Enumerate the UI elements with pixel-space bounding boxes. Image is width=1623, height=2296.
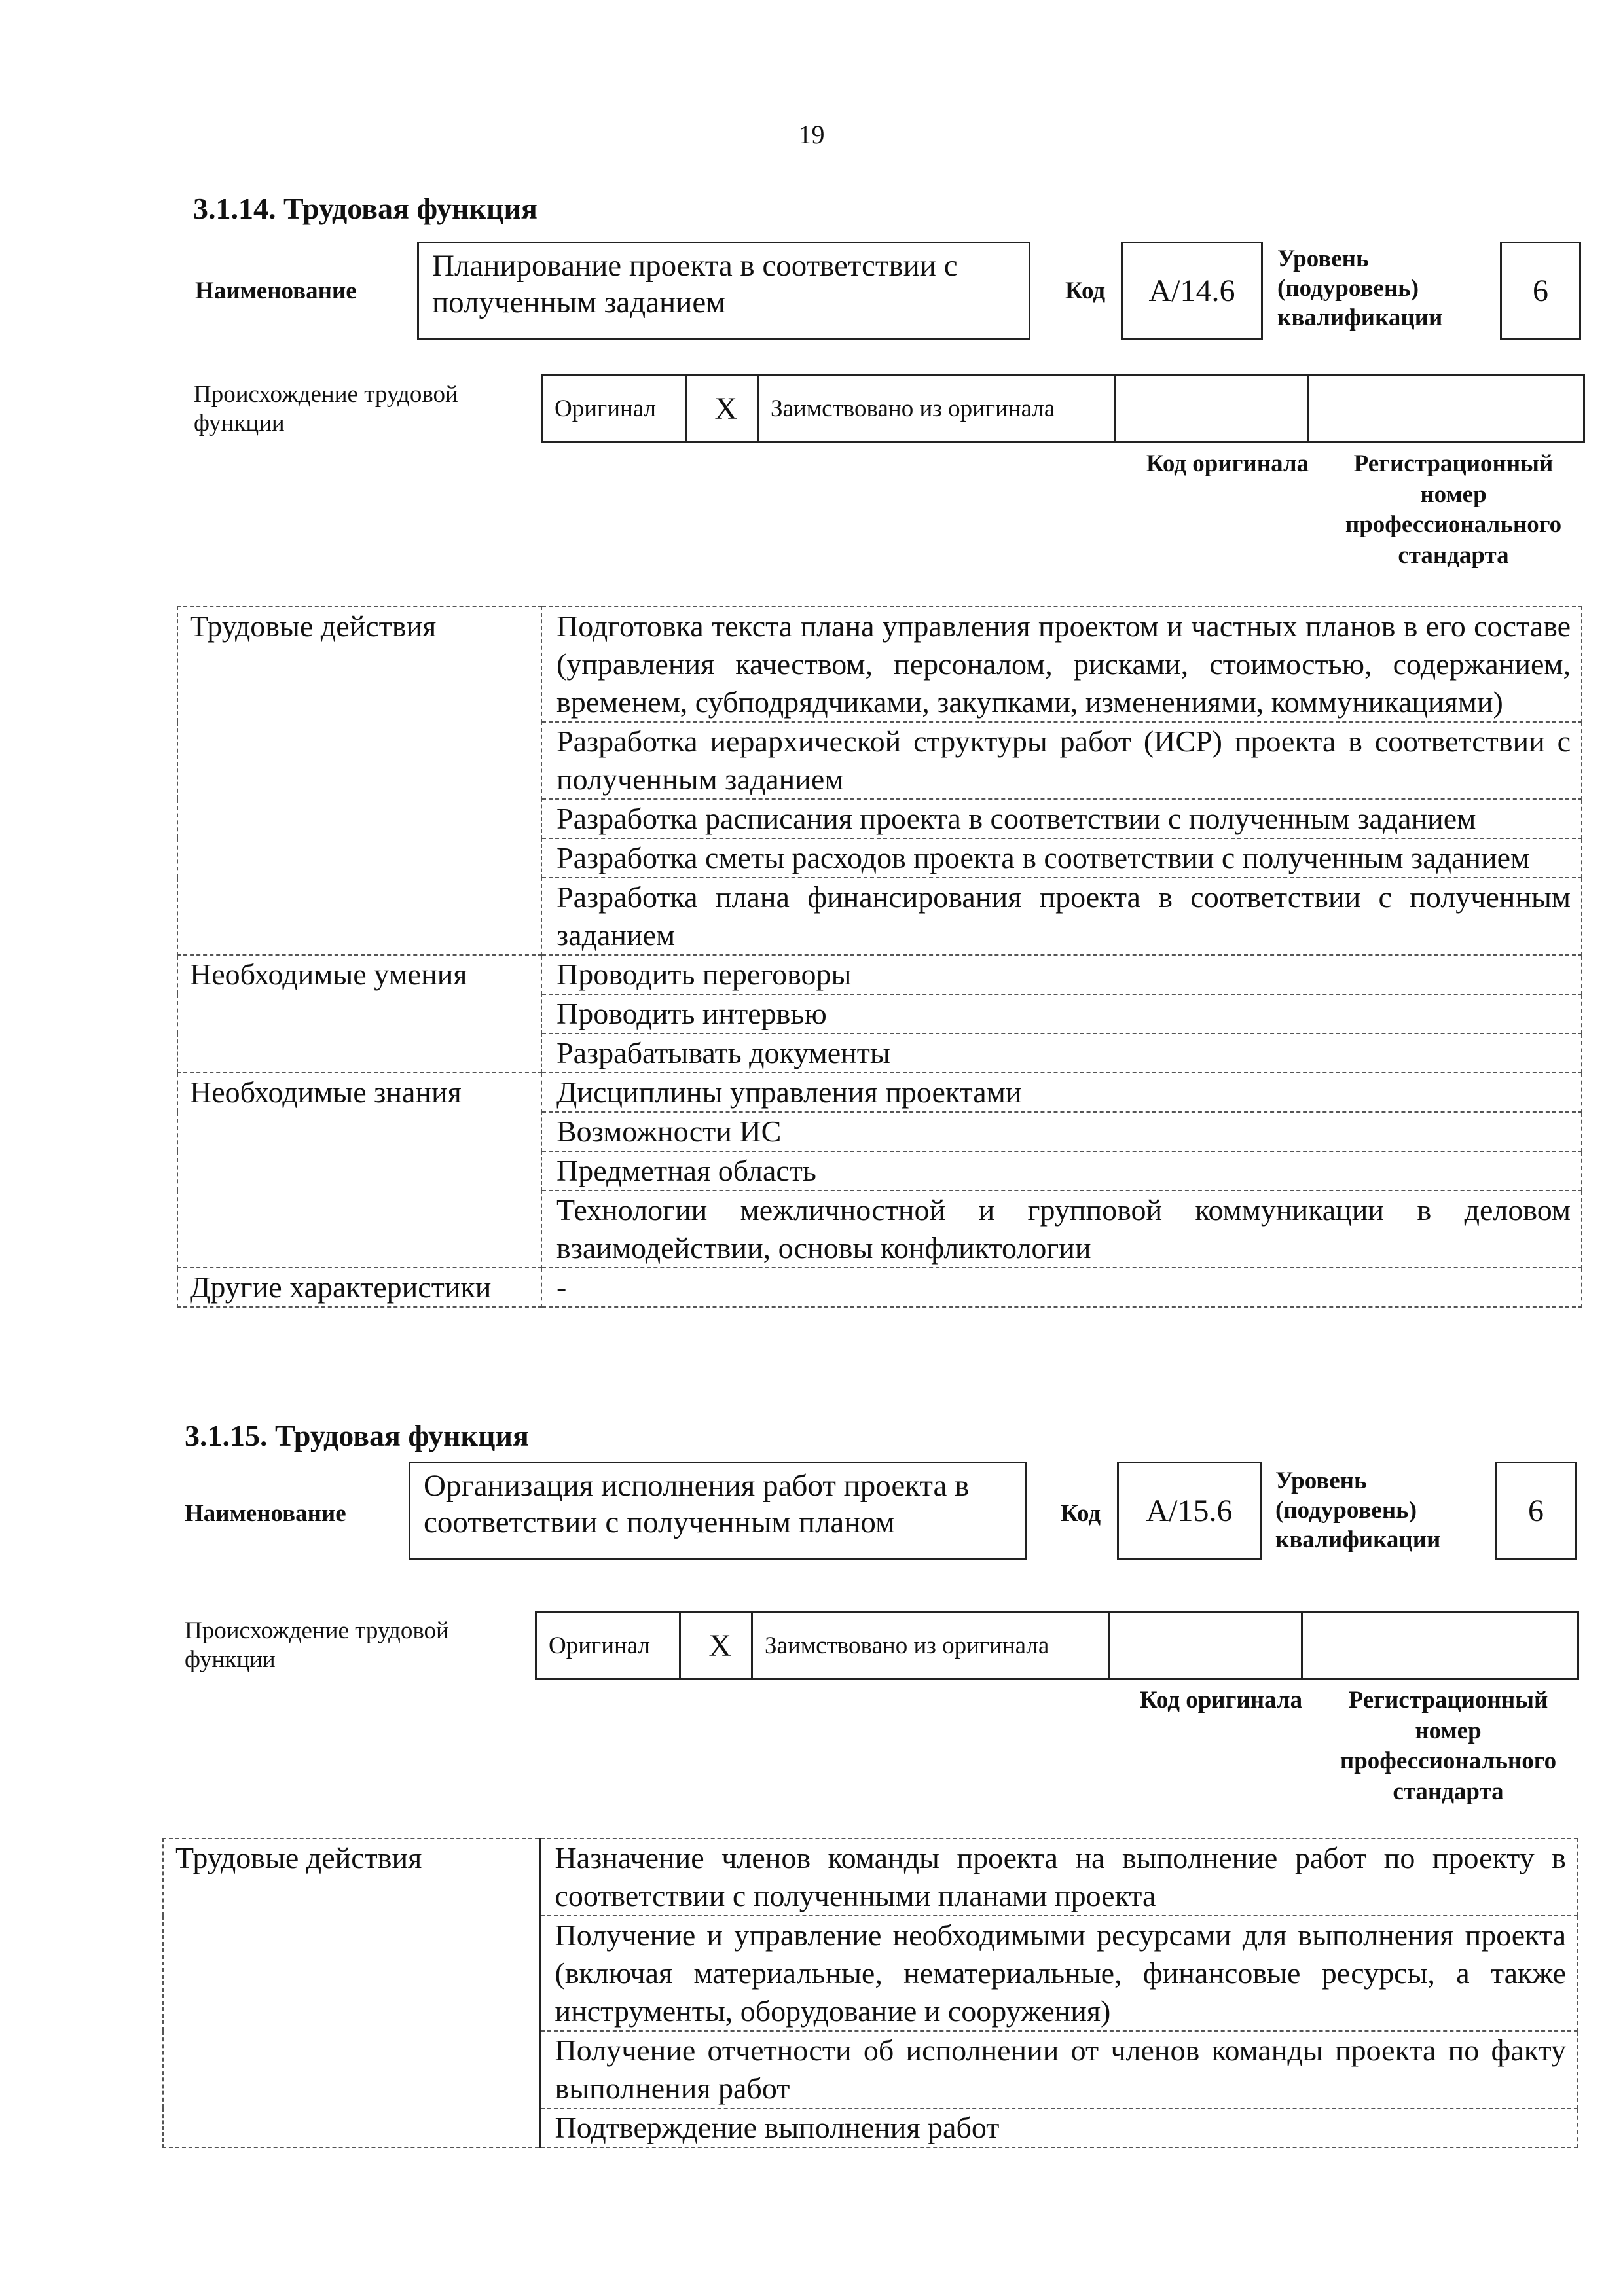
caption-reg: Регистрационный номер профессионального стандарта bbox=[1340, 1687, 1557, 1805]
origin-code-cell bbox=[1115, 375, 1308, 442]
level-label: Уровень (подуровень) квалификации bbox=[1277, 245, 1443, 332]
origin-mark: X bbox=[686, 375, 758, 442]
function-code-box: A/14.6 bbox=[1121, 242, 1263, 340]
row-label: Трудовые действия bbox=[177, 607, 541, 955]
row-item: Разработка расписания проекта в соответствии с полученным заданием bbox=[541, 799, 1582, 838]
row-item: Возможности ИС bbox=[541, 1112, 1582, 1151]
origin-mark: X bbox=[680, 1612, 752, 1679]
origin-table bbox=[535, 1611, 1579, 1680]
origin-table bbox=[541, 374, 1585, 443]
row-item: Разработка сметы расходов проекта в соответствии с полученным заданием bbox=[541, 838, 1582, 878]
level-label: Уровень (подуровень) квалификации bbox=[1275, 1467, 1441, 1554]
table-row bbox=[177, 607, 1582, 722]
main-table bbox=[162, 1838, 1578, 2148]
row-item: Разрабатывать документы bbox=[541, 1033, 1582, 1073]
table-row bbox=[177, 1268, 1582, 1307]
row-label: Трудовые действия bbox=[163, 1839, 539, 2147]
section-title: 3.1.14. Трудовая функция bbox=[193, 192, 538, 225]
row-item: Проводить интервью bbox=[541, 994, 1582, 1033]
row-item: Подтверждение выполнения работ bbox=[539, 2108, 1577, 2147]
code-label: Код bbox=[1065, 278, 1106, 304]
row-item: Подготовка текста плана управления проектом и частных планов в его составе (управления качеством, персоналом, рисками, стоимостью, содержанием, временем, субподрядчиками, закупками, изменениями, коммуникациями) bbox=[541, 607, 1582, 722]
row-item: Разработка иерархической структуры работ (ИСР) проекта в соответствии с полученным заданием bbox=[541, 722, 1582, 799]
row-label: Другие характеристики bbox=[177, 1268, 541, 1307]
origin-original-cell: Оригинал bbox=[542, 375, 686, 442]
row-item: Дисциплины управления проектами bbox=[541, 1073, 1582, 1112]
origin-original-cell: Оригинал bbox=[536, 1612, 680, 1679]
origin-label: Происхождение трудовой функции bbox=[194, 381, 458, 437]
row-item: Предметная область bbox=[541, 1151, 1582, 1191]
row-item: Получение отчетности об исполнении от членов команды проекта по факту выполнения работ bbox=[539, 2031, 1577, 2108]
row-item: Технологии межличностной и групповой коммуникации в деловом взаимодействии, основы конфликтологии bbox=[541, 1191, 1582, 1268]
origin-code-cell bbox=[1109, 1612, 1302, 1679]
row-item: - bbox=[541, 1268, 1582, 1307]
table-row bbox=[177, 955, 1582, 994]
code-label: Код bbox=[1061, 1500, 1101, 1527]
name-label: Наименование bbox=[185, 1500, 346, 1527]
origin-borrowed-cell: Заимствовано из оригинала bbox=[758, 375, 1115, 442]
row-label: Необходимые знания bbox=[177, 1073, 541, 1268]
row-label: Необходимые умения bbox=[177, 955, 541, 1073]
origin-borrowed-cell: Заимствовано из оригинала bbox=[752, 1612, 1109, 1679]
row-item: Разработка плана финансирования проекта в соответствии с полученным заданием bbox=[541, 878, 1582, 955]
table-row bbox=[163, 1839, 1577, 1916]
row-item: Назначение членов команды проекта на выполнение работ по проекту в соответствии с полученными планами проекта bbox=[539, 1839, 1577, 1916]
level-box: 6 bbox=[1500, 242, 1581, 340]
table-row bbox=[177, 1073, 1582, 1112]
function-code-box: A/15.6 bbox=[1117, 1462, 1262, 1560]
caption-code: Код оригинала bbox=[1146, 450, 1309, 477]
main-table bbox=[177, 606, 1582, 1308]
origin-label: Происхождение трудовой функции bbox=[185, 1617, 449, 1674]
page-number: 19 bbox=[798, 120, 825, 149]
function-name-box: Планирование проекта в соответствии с полученным заданием bbox=[417, 242, 1030, 340]
function-name-box: Организация исполнения работ проекта в соответствии с полученным планом bbox=[409, 1462, 1027, 1560]
origin-reg-cell bbox=[1308, 375, 1584, 442]
level-box: 6 bbox=[1495, 1462, 1577, 1560]
section-title: 3.1.15. Трудовая функция bbox=[185, 1419, 529, 1452]
caption-reg: Регистрационный номер профессионального стандарта bbox=[1345, 450, 1562, 569]
origin-reg-cell bbox=[1302, 1612, 1578, 1679]
row-item: Получение и управление необходимыми ресурсами для выполнения проекта (включая материальные, нематериальные, финансовые ресурсы, а также инструменты, оборудование и сооружения) bbox=[539, 1916, 1577, 2031]
name-label: Наименование bbox=[195, 278, 357, 304]
caption-code: Код оригинала bbox=[1139, 1687, 1303, 1713]
row-item: Проводить переговоры bbox=[541, 955, 1582, 994]
